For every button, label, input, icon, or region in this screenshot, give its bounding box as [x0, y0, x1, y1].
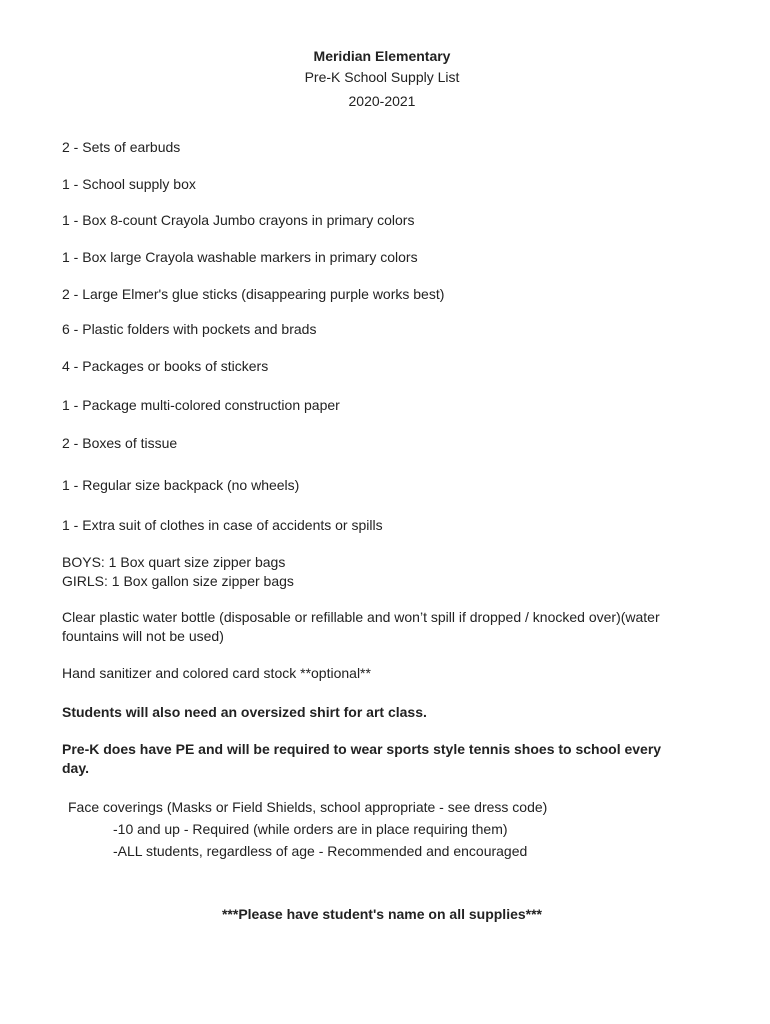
list-item: 1 - Extra suit of clothes in case of accidents or spills [62, 517, 383, 533]
list-item: 1 - Box 8-count Crayola Jumbo crayons in primary colors [62, 212, 415, 228]
school-name: Meridian Elementary [313, 48, 451, 64]
girls-bags-item: GIRLS: 1 Box gallon size zipper bags [62, 573, 294, 589]
boys-bags-item: BOYS: 1 Box quart size zipper bags [62, 554, 286, 570]
list-title: Pre-K School Supply List [304, 69, 460, 85]
school-year: 2020-2021 [348, 93, 416, 109]
list-item: 2 - Large Elmer's glue sticks (disappearing purple works best) [62, 286, 445, 302]
list-item: 1 - Package multi-colored construction paper [62, 397, 340, 413]
list-item: 6 - Plastic folders with pockets and brads [62, 321, 317, 337]
name-on-supplies-note: ***Please have student's name on all supplies*** [221, 906, 542, 922]
list-item: 1 - Box large Crayola washable markers in primary colors [62, 249, 418, 265]
list-item: 1 - Regular size backpack (no wheels) [62, 477, 300, 493]
face-coverings-line: -10 and up - Required (while orders are in place requiring them) [113, 821, 508, 837]
list-item: 1 - School supply box [62, 176, 196, 192]
face-coverings-line: -ALL students, regardless of age - Recommended and encouraged [113, 843, 528, 859]
pe-shoes-note: Pre-K does have PE and will be required to wear sports style tennis shoes to school every day. [62, 741, 662, 776]
art-shirt-note: Students will also need an oversized shirt for art class. [62, 704, 427, 720]
water-bottle-item: Clear plastic water bottle (disposable or refillable and won’t spill if dropped / knocked over)(water fountains will not be used) [62, 609, 660, 644]
face-coverings-heading: Face coverings (Masks or Field Shields, school appropriate - see dress code) [68, 799, 548, 815]
optional-items: Hand sanitizer and colored card stock **optional** [62, 665, 371, 681]
list-item: 4 - Packages or books of stickers [62, 358, 269, 374]
list-item: 2 - Boxes of tissue [62, 435, 178, 451]
list-item: 2 - Sets of earbuds [62, 139, 181, 155]
